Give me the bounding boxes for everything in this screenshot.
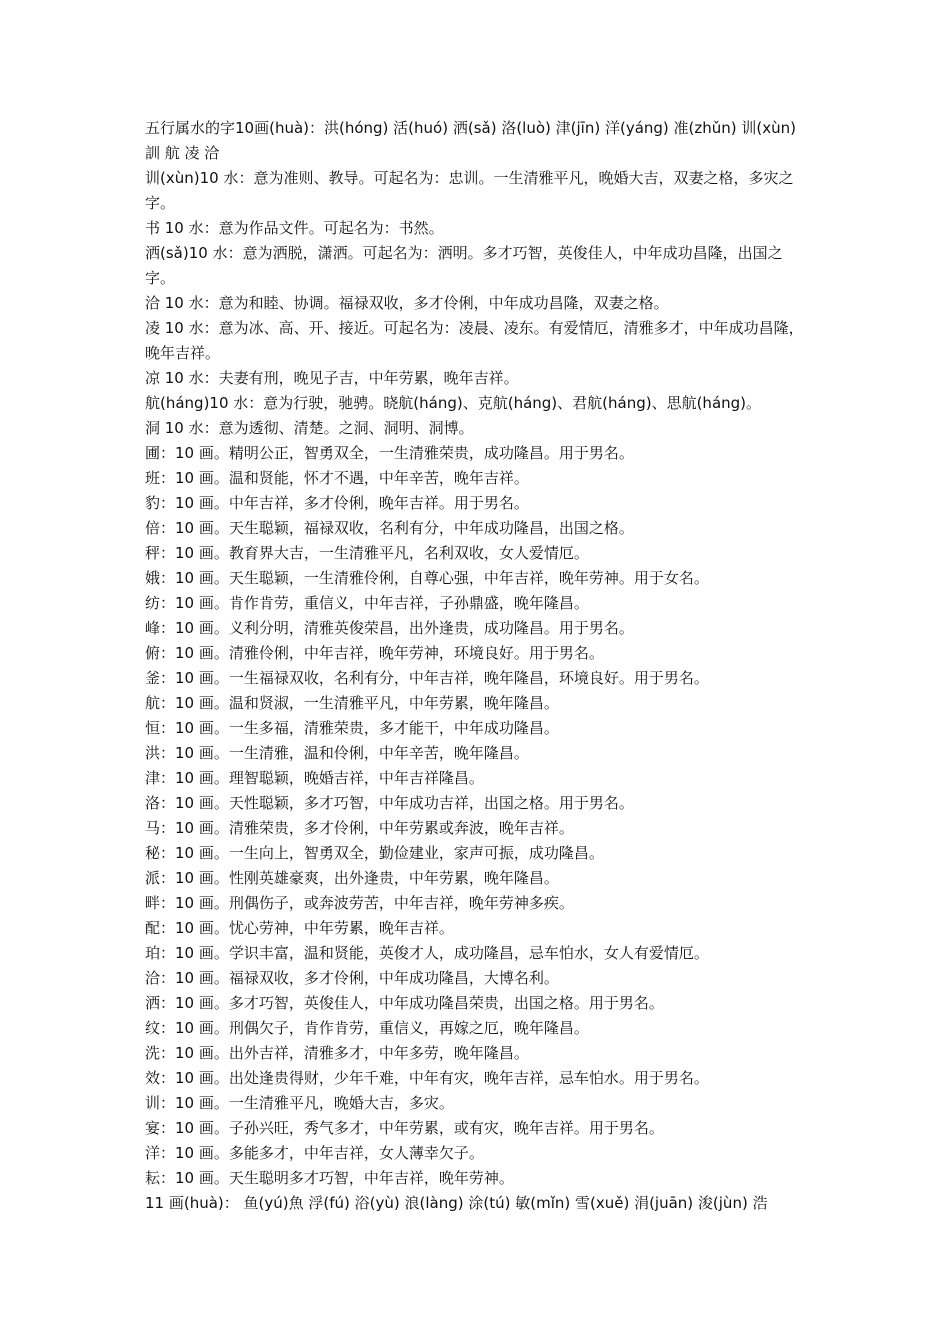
paragraph-hang-water: 航(háng)10 水：意为行驶，驰骋。晓航(háng)、克航(háng)、君航(háng)、思航(háng)。	[145, 394, 762, 412]
paragraph-entry: 俯：10 画。清雅伶俐，中年吉祥，晚年劳神，环境良好。用于男名。	[145, 644, 604, 662]
paragraph-entry: 洗：10 画。出外吉祥，清雅多才，中年多劳，晚年隆昌。	[145, 1044, 529, 1062]
paragraph-entry: 釜：10 画。一生福禄双收，名利有分，中年吉祥，晚年隆昌，环境良好。用于男名。	[145, 669, 709, 687]
paragraph-ling-water: 凌 10 水：意为冰、高、开、接近。可起名为：凌晨、凌东。有爱情厄，清雅多才，中年成功昌隆，晚年吉祥。	[145, 319, 804, 362]
paragraph-entry: 娥：10 画。天生聪颖，一生清雅伶俐，自尊心强，中年吉祥，晚年劳神。用于女名。	[145, 569, 709, 587]
paragraph-entry: 峰：10 画。义利分明，清雅英俊荣昌，出外逢贵，成功隆昌。用于男名。	[145, 619, 634, 637]
paragraph-xun-water: 训(xùn)10 水：意为准则、教导。可起名为：忠训。一生清雅平凡，晚婚大吉，双妻之格，多灾之字。	[145, 169, 794, 212]
paragraph-qia-water: 洽 10 水：意为和睦、协调。福禄双收，多才伶俐，中年成功昌隆，双妻之格。	[145, 294, 669, 312]
paragraph-entry: 班：10 画。温和贤能，怀才不遇，中年辛苦，晚年吉祥。	[145, 469, 529, 487]
paragraph-entry: 秤：10 画。教育界大吉，一生清雅平凡，名利双收，女人爱情厄。	[145, 544, 589, 562]
paragraph-dong-water: 洞 10 水：意为透彻、清楚。之洞、洞明、洞博。	[145, 419, 474, 437]
paragraph-entry: 派：10 画。性刚英雄豪爽，出外逢贵，中年劳累，晚年隆昌。	[145, 869, 559, 887]
paragraph-entry: 纹：10 画。刑偶欠子，肯作肯劳，重信义，再嫁之厄，晚年隆昌。	[145, 1019, 589, 1037]
paragraph-entry: 训：10 画。一生清雅平凡，晚婚大吉，多灾。	[145, 1094, 454, 1112]
paragraph-entry: 耘：10 画。天生聪明多才巧智，中年吉祥，晚年劳神。	[145, 1169, 514, 1187]
paragraph-entry: 圃：10 画。精明公正，智勇双全，一生清雅荣贵，成功隆昌。用于男名。	[145, 444, 634, 462]
paragraph-entry: 洒：10 画。多才巧智，英俊佳人，中年成功隆昌荣贵，出国之格。用于男名。	[145, 994, 664, 1012]
paragraph-liang-water: 凉 10 水：夫妻有刑，晚见子吉，中年劳累，晚年吉祥。	[145, 369, 519, 387]
paragraph-entry: 倍：10 画。天生聪颖，福禄双收，名利有分，中年成功隆昌，出国之格。	[145, 519, 634, 537]
paragraph-entry: 洛：10 画。天性聪颖，多才巧智，中年成功吉祥，出国之格。用于男名。	[145, 794, 634, 812]
paragraph-entry: 配：10 画。忧心劳神，中年劳累，晚年吉祥。	[145, 919, 454, 937]
paragraph-entry: 洽：10 画。福禄双收，多才伶俐，中年成功隆昌，大博名利。	[145, 969, 559, 987]
paragraph-entry: 珀：10 画。学识丰富，温和贤能，英俊才人，成功隆昌，忌车怕水，女人有爱情厄。	[145, 944, 709, 962]
paragraph-shu-water: 书 10 水：意为作品文件。可起名为：书然。	[145, 219, 444, 237]
paragraph-entry: 洋：10 画。多能多才，中年吉祥，女人薄幸欠子。	[145, 1144, 484, 1162]
paragraph-entry: 秘：10 画。一生向上，智勇双全，勤俭建业，家声可振，成功隆昌。	[145, 844, 604, 862]
paragraph-entry: 宴：10 画。子孙兴旺，秀气多才，中年劳累，或有灾，晚年吉祥。用于男名。	[145, 1119, 664, 1137]
paragraph-heading-10-strokes: 五行属水的字10画(huà)：洪(hóng) 活(huó) 洒(sǎ) 洛(luò) 津(jīn) 洋(yáng) 准(zhǔn) 训(xùn)訓 航 凌 洽	[145, 119, 796, 162]
paragraph-entry: 豹：10 画。中年吉祥，多才伶俐，晚年吉祥。用于男名。	[145, 494, 529, 512]
document-body	[145, 116, 810, 1216]
paragraph-entry: 畔：10 画。刑偶伤子，或奔波劳苦，中年吉祥，晚年劳神多疾。	[145, 894, 574, 912]
paragraph-entry: 航：10 画。温和贤淑，一生清雅平凡，中年劳累，晚年隆昌。	[145, 694, 559, 712]
paragraph-entry: 洪：10 画。一生清雅，温和伶俐，中年辛苦，晚年隆昌。	[145, 744, 529, 762]
paragraph-heading-11-strokes: 11 画(huà)： 鱼(yú)魚 浮(fú) 浴(yù) 浪(làng) 涂(tú) 敏(mǐn) 雪(xuě) 涓(juān) 浚(jùn) 浩	[145, 1194, 768, 1212]
paragraph-sa-water: 洒(sǎ)10 水：意为洒脱，潇洒。可起名为：洒明。多才巧智，英俊佳人，中年成功昌隆，出国之字。	[145, 244, 783, 287]
paragraph-entry: 恒：10 画。一生多福，清雅荣贵，多才能干，中年成功隆昌。	[145, 719, 559, 737]
paragraph-entry: 纺：10 画。肯作肯劳，重信义，中年吉祥，子孙鼎盛，晚年隆昌。	[145, 594, 589, 612]
paragraph-entry: 效：10 画。出处逢贵得财，少年千难，中年有灾，晚年吉祥，忌车怕水。用于男名。	[145, 1069, 709, 1087]
paragraph-entry: 马：10 画。清雅荣贵，多才伶俐，中年劳累或奔波，晚年吉祥。	[145, 819, 574, 837]
paragraph-entry: 津：10 画。理智聪颖，晚婚吉祥，中年吉祥隆昌。	[145, 769, 484, 787]
